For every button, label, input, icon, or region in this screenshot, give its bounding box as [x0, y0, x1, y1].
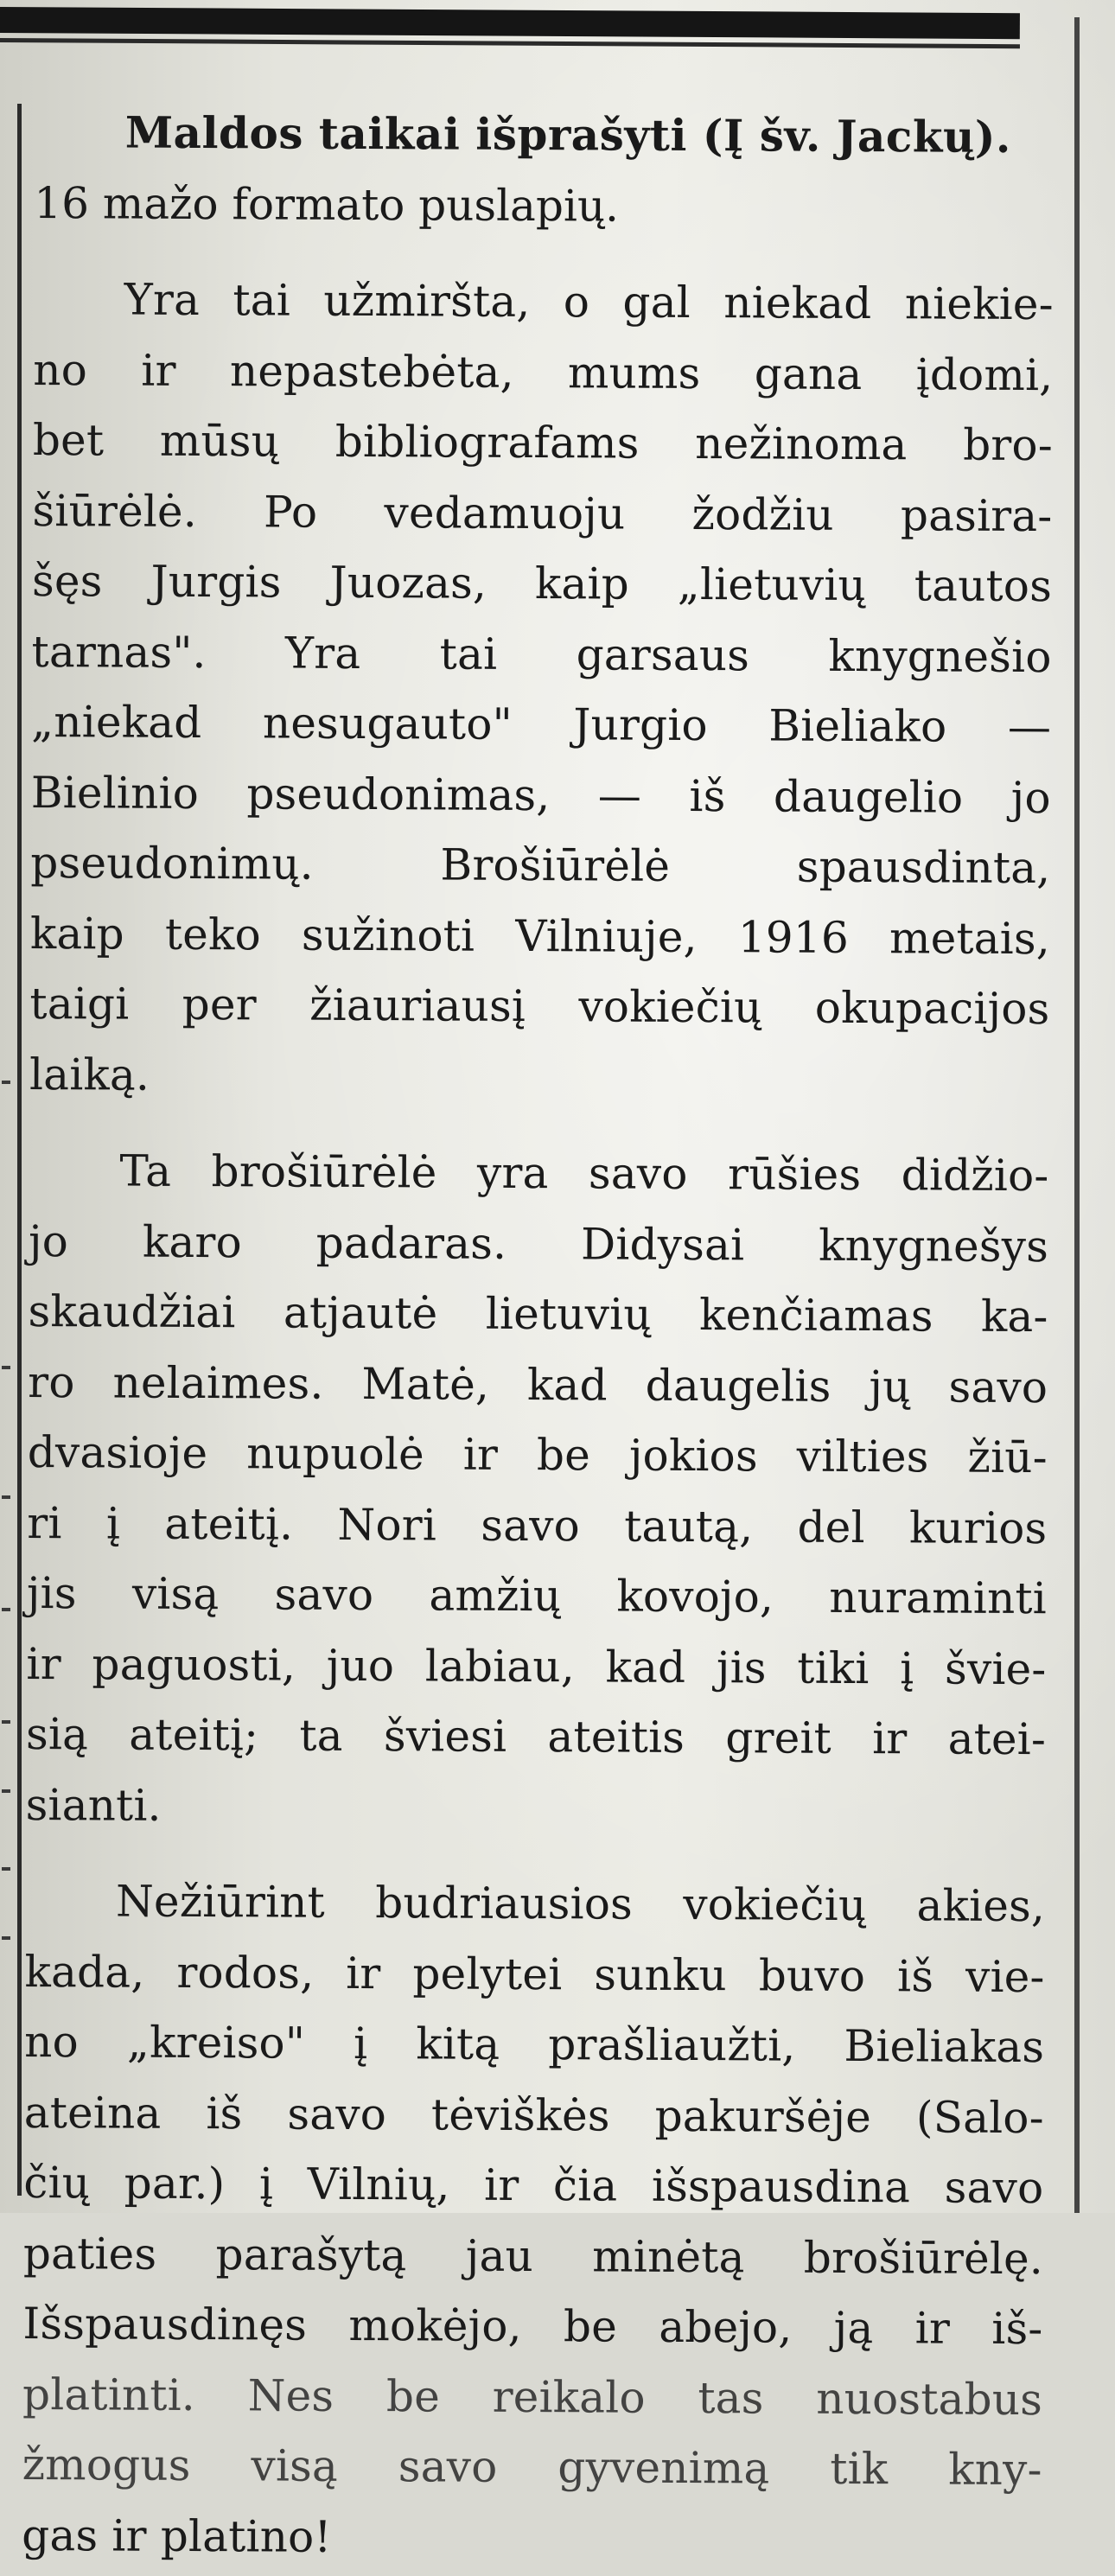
- edge-mark: [2, 1495, 10, 1499]
- article-column: [22, 97, 1054, 2576]
- top-thin-rule: [0, 38, 1020, 48]
- paragraph-line: čių par.) į Vilnių, ir čia išspausdina savo: [23, 2157, 1044, 2214]
- paragraph-1: [29, 265, 1054, 1115]
- left-edge-print-marks: [0, 0, 17, 2213]
- paragraph-line: ri į ateitį. Nori savo tautą, del kurios: [27, 1497, 1048, 1553]
- paragraph-line: sianti.: [25, 1779, 162, 1831]
- paragraph-line: laiką.: [29, 1049, 150, 1100]
- paragraph-2: [25, 1136, 1048, 1846]
- paragraph-line: platinti. Nes be reikalo tas nuostabus: [22, 2369, 1043, 2425]
- paragraph-line: Bielinio pseudonimas, — iš daugelio jo: [30, 767, 1051, 823]
- article-title: Maldos taikai išprašyti (Į šv. Jackų).: [124, 106, 1012, 163]
- paragraph-line: Ta brošiūrėlė yra savo rūšies didžio-: [119, 1145, 1049, 1202]
- top-heavy-rule: [0, 7, 1020, 39]
- paragraph-line: ro nelaimes. Matė, kad daugelis jų savo: [28, 1356, 1048, 1412]
- paragraph-line: jo karo padaras. Didysai knygnešys: [28, 1215, 1049, 1272]
- paragraph-line: dvasioje nupuolė ir be jokios vilties žiū-: [27, 1426, 1048, 1483]
- edge-mark: [2, 1867, 10, 1871]
- paragraph-line: ir paguosti, juo labiau, kad jis tiki į švie-: [26, 1638, 1047, 1694]
- paragraph-line: Nežiūrint budriausios vokiečių akies,: [115, 1876, 1046, 1932]
- paragraph-line: no „kreiso" į kitą prašliaužti, Bieliakas: [24, 2016, 1045, 2073]
- paragraph-line: kaip teko sužinoti Vilniuje, 1916 metais,: [29, 908, 1051, 964]
- paragraph-line: ateina iš savo tėviškės pakuršėje (Salo-: [23, 2087, 1044, 2143]
- edge-mark: [2, 1366, 10, 1369]
- edge-mark: [2, 1789, 10, 1793]
- paragraph-line: „niekad nesugauto" Jurgio Bieliako —: [31, 696, 1052, 753]
- paragraph-line: Yra tai užmiršta, o gal niekad niekie-: [124, 274, 1054, 330]
- paragraph-line: pseudonimų. Brošiūrėlė spausdinta,: [30, 837, 1051, 894]
- edge-mark: [2, 1081, 10, 1084]
- paragraph-line: jis visą savo amžių kovojo, nuraminti: [26, 1567, 1048, 1624]
- article-subtitle: 16 mažo formato puslapių.: [34, 177, 620, 232]
- left-column-rule: [17, 104, 22, 2196]
- paragraph-line: šiūrėlė. Po vedamuoju žodžiu pasira-: [32, 485, 1053, 541]
- paragraph-line: sią ateitį; ta šviesi ateitis greit ir atei-: [25, 1708, 1047, 1765]
- paragraph-line: gas ir platino!: [22, 2509, 332, 2562]
- edge-mark: [2, 1936, 10, 1940]
- paragraph-line: tarnas". Yra tai garsaus knygnešio: [31, 626, 1052, 682]
- paragraph-line: žmogus visą savo gyvenimą tik kny-: [22, 2439, 1042, 2496]
- paragraph-line: taigi per žiauriausį vokiečių okupacijos: [29, 978, 1050, 1035]
- edge-mark: [2, 1720, 10, 1724]
- paragraph-line: no ir nepastebėta, mums gana įdomi,: [33, 344, 1054, 400]
- paragraph-line: šęs Jurgis Juozas, kaip „lietuvių tautos: [31, 555, 1053, 612]
- paragraph-3: [22, 1866, 1045, 2576]
- edge-mark: [2, 1608, 10, 1611]
- paragraph-line: skaudžiai atjautė lietuvių kenčiamas ka-: [28, 1285, 1048, 1342]
- paragraph-line: bet mūsų bibliografams nežinoma bro-: [32, 414, 1054, 471]
- paragraph-line: Išspausdinęs mokėjo, be abejo, ją ir iš-: [22, 2298, 1043, 2355]
- right-column-rule: [1074, 17, 1080, 2213]
- paragraph-line: paties parašytą jau minėtą brošiūrėlę.: [22, 2228, 1044, 2284]
- paragraph-line: kada, rodos, ir pelytei sunku buvo iš vie-: [24, 1946, 1045, 2002]
